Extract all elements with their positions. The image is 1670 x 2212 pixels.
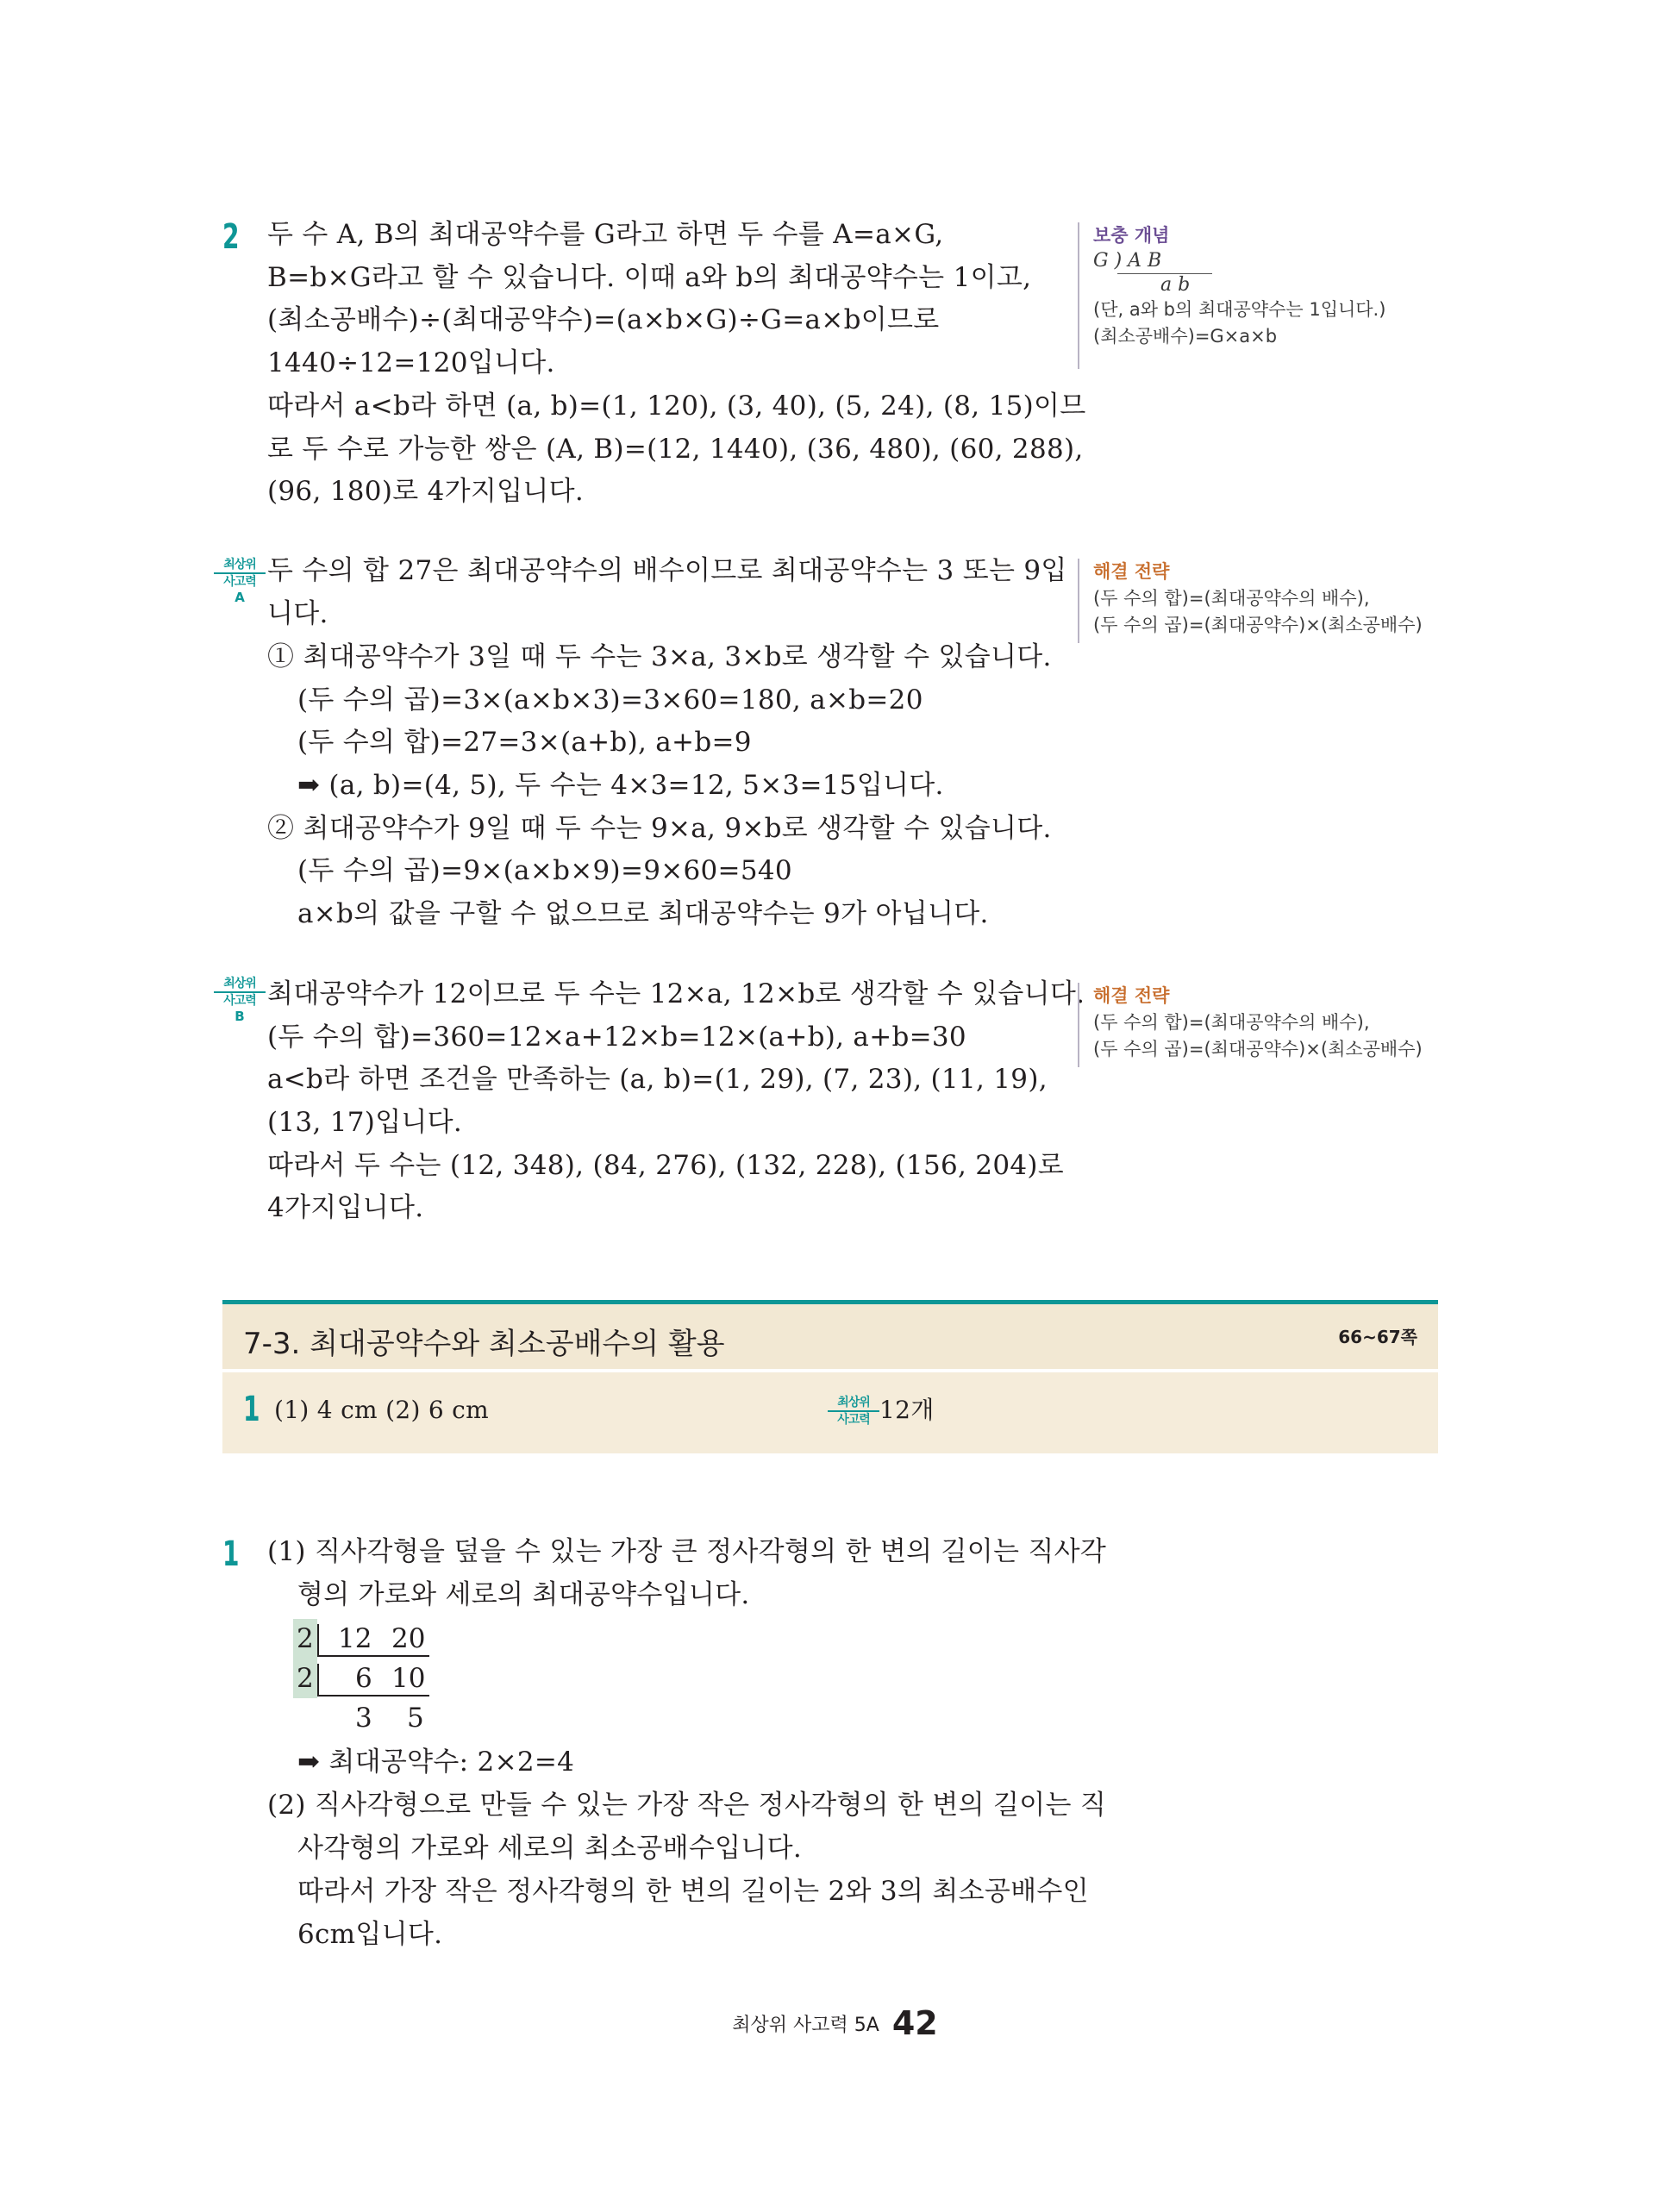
- answer-box: [222, 1372, 1438, 1453]
- side-note-text: (두 수의 합)=(최대공약수의 배수),: [1093, 1012, 1370, 1033]
- problem-1-line: 형의 가로와 세로의 최대공약수입니다.: [297, 1579, 750, 1610]
- divisor: 2: [293, 1619, 317, 1659]
- answer-number: 1: [243, 1390, 260, 1429]
- problem-2-line: 두 수 A, B의 최대공약수를 G라고 하면 두 수를 A=a×G,: [267, 219, 944, 250]
- advanced-thinking-badge: 최상위 사고력: [828, 1395, 879, 1428]
- problem-2-line: 로 두 수로 가능한 쌍은 (A, B)=(12, 1440), (36, 480), (60, 288),: [267, 434, 1084, 465]
- answer-1: (1) 4 cm (2) 6 cm: [274, 1396, 490, 1424]
- divisor: 2: [293, 1659, 317, 1698]
- problem-2-line: 1440÷12=120입니다.: [267, 347, 555, 378]
- dividend: 20: [391, 1623, 426, 1654]
- problem-2-line: (최소공배수)÷(최대공약수)=(a×b×G)÷G=a×b이므로: [267, 304, 940, 335]
- section-title: 7-3. 최대공약수와 최소공배수의 활용: [243, 1327, 725, 1361]
- side-note-title: 보충 개념: [1093, 225, 1170, 246]
- side-note-text: (두 수의 곱)=(최대공약수)×(최소공배수): [1093, 1039, 1423, 1059]
- page-number: 42: [891, 2004, 938, 2042]
- division-row: [293, 1659, 317, 1698]
- gcd-ladder-division: [293, 1619, 440, 1740]
- problem-a-line: ② 최대공약수가 9일 때 두 수는 9×a, 9×b로 생각할 수 있습니다.: [267, 813, 1052, 844]
- problem-a-line: 니다.: [267, 598, 328, 629]
- book-title: 최상위 사고력 5A: [732, 2015, 879, 2036]
- problem-b-line: (13, 17)입니다.: [267, 1107, 463, 1138]
- dividend: 12: [338, 1623, 372, 1654]
- quotient: 5: [407, 1703, 424, 1734]
- side-note-text: (단, a와 b의 최대공약수는 1입니다.): [1093, 299, 1386, 320]
- answer-2: 12개: [879, 1396, 935, 1424]
- side-note-title: 해결 전략: [1093, 561, 1170, 582]
- dividend: 6: [355, 1663, 372, 1694]
- section-header: [222, 1300, 1438, 1369]
- problem-number: 2: [222, 217, 240, 257]
- side-note-title: 해결 전략: [1093, 985, 1170, 1006]
- problem-a-line: ① 최대공약수가 3일 때 두 수는 3×a, 3×b로 생각할 수 있습니다.: [267, 641, 1052, 672]
- problem-a-line: (두 수의 곱)=9×(a×b×9)=9×60=540: [297, 855, 792, 886]
- advanced-thinking-badge: 최상위 사고력 A: [214, 557, 266, 605]
- problem-1-line: (1) 직사각형을 덮을 수 있는 가장 큰 정사각형의 한 변의 길이는 직사각: [267, 1536, 1107, 1567]
- division-line: [317, 1655, 429, 1657]
- problem-1-line: 따라서 가장 작은 정사각형의 한 변의 길이는 2와 3의 최소공배수인: [297, 1876, 1089, 1907]
- side-note-division-bottom: a b: [1117, 273, 1212, 297]
- problem-number: 1: [222, 1534, 240, 1574]
- side-note-division-top: G ) A B: [1093, 250, 1162, 272]
- quotient: 3: [355, 1703, 372, 1734]
- problem-b-line: 4가지입니다.: [267, 1192, 424, 1223]
- division-bracket: [317, 1664, 319, 1695]
- side-note-solution-strategy: [1078, 983, 1440, 1067]
- page-footer: [0, 2004, 1670, 2042]
- side-note-text: (최소공배수)=G×a×b: [1093, 326, 1278, 347]
- problem-a-line: (두 수의 곱)=3×(a×b×3)=3×60=180, a×b=20: [297, 684, 923, 715]
- problem-a-line: (두 수의 합)=27=3×(a+b), a+b=9: [297, 727, 752, 758]
- problem-a-line: ➡ (a, b)=(4, 5), 두 수는 4×3=12, 5×3=15입니다.: [297, 770, 944, 801]
- problem-b-line: a<b라 하면 조건을 만족하는 (a, b)=(1, 29), (7, 23), (11, 19),: [267, 1064, 1048, 1095]
- problem-b-line: 최대공약수가 12이므로 두 수는 12×a, 12×b로 생각할 수 있습니다.: [267, 978, 1085, 1009]
- problem-b-line: (두 수의 합)=360=12×a+12×b=12×(a+b), a+b=30: [267, 1022, 966, 1053]
- division-line: [317, 1695, 429, 1696]
- problem-1-line: (2) 직사각형으로 만들 수 있는 가장 작은 정사각형의 한 변의 길이는 직: [267, 1790, 1107, 1821]
- problem-1-result: ➡ 최대공약수: 2×2=4: [297, 1746, 575, 1778]
- side-note-supplementary-concept: [1078, 222, 1440, 369]
- problem-1-line: 6cm입니다.: [297, 1919, 443, 1950]
- problem-2-line: B=b×G라고 할 수 있습니다. 이때 a와 b의 최대공약수는 1이고,: [267, 262, 1032, 293]
- problem-2-line: (96, 180)로 4가지입니다.: [267, 476, 585, 507]
- problem-1-line: 사각형의 가로와 세로의 최소공배수입니다.: [297, 1833, 803, 1864]
- division-row: [293, 1619, 317, 1659]
- side-note-text: (두 수의 곱)=(최대공약수)×(최소공배수): [1093, 615, 1423, 635]
- problem-a-line: 두 수의 합 27은 최대공약수의 배수이므로 최대공약수는 3 또는 9입: [267, 555, 1067, 586]
- problem-2-line: 따라서 a<b라 하면 (a, b)=(1, 120), (3, 40), (5, 24), (8, 15)이므: [267, 391, 1086, 422]
- section-pages: 66~67쪽: [1338, 1327, 1417, 1347]
- side-note-text: (두 수의 합)=(최대공약수의 배수),: [1093, 588, 1370, 609]
- problem-b-line: 따라서 두 수는 (12, 348), (84, 276), (132, 228), (156, 204)로: [267, 1150, 1065, 1181]
- dividend: 10: [391, 1663, 426, 1694]
- division-bracket: [317, 1624, 319, 1655]
- advanced-thinking-badge: 최상위 사고력 B: [214, 976, 266, 1024]
- problem-a-line: a×b의 값을 구할 수 없으므로 최대공약수는 9가 아닙니다.: [297, 898, 989, 929]
- side-note-solution-strategy: [1078, 559, 1440, 643]
